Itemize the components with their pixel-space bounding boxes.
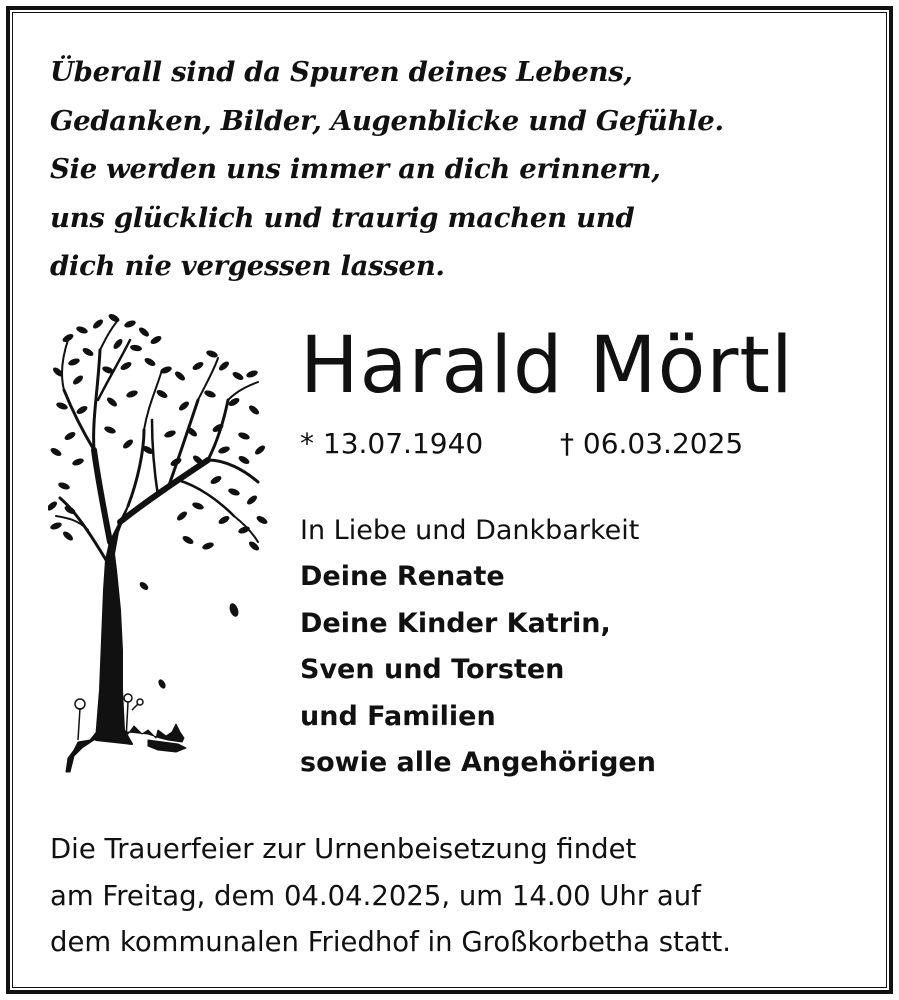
funeral-line: am Freitag, dem 04.04.2025, um 14.00 Uhr auf [50, 879, 701, 912]
deceased-name: Harald Mörtl [300, 321, 794, 411]
poem [50, 48, 850, 291]
birth-date: * 13.07.1940 [300, 427, 484, 460]
mourner-line: Deine Kinder Katrin, [300, 607, 611, 639]
poem-line: Sie werden uns immer an dich erinnern, [50, 153, 661, 185]
funeral-line: dem kommunalen Friedhof in Großkorbetha statt. [50, 926, 732, 958]
mourner-line: Deine Renate [300, 561, 505, 592]
poem-line: Gedanken, Bilder, Augenblicke und Gefühle. [50, 104, 724, 137]
mourner-line: und Familien [300, 700, 496, 732]
poem-line: uns glücklich und traurig machen und [50, 201, 635, 234]
life-dates [300, 424, 744, 464]
mourner-line: sowie alle Angehörigen [300, 747, 656, 778]
mourner-line: Sven und Torsten [300, 654, 565, 685]
mourners-block [300, 508, 656, 787]
poem-line: dich nie vergessen lassen. [50, 250, 445, 282]
funeral-notice [50, 826, 731, 966]
mourners-intro: In Liebe und Dankbarkeit [300, 515, 640, 546]
poem-line: Überall sind da Spuren deines Lebens, [50, 56, 633, 88]
funeral-line: Die Trauerfeier zur Urnenbeisetzung findet [50, 833, 637, 865]
death-date: † 06.03.2025 [560, 427, 744, 460]
tree-silhouette-icon [48, 310, 268, 790]
